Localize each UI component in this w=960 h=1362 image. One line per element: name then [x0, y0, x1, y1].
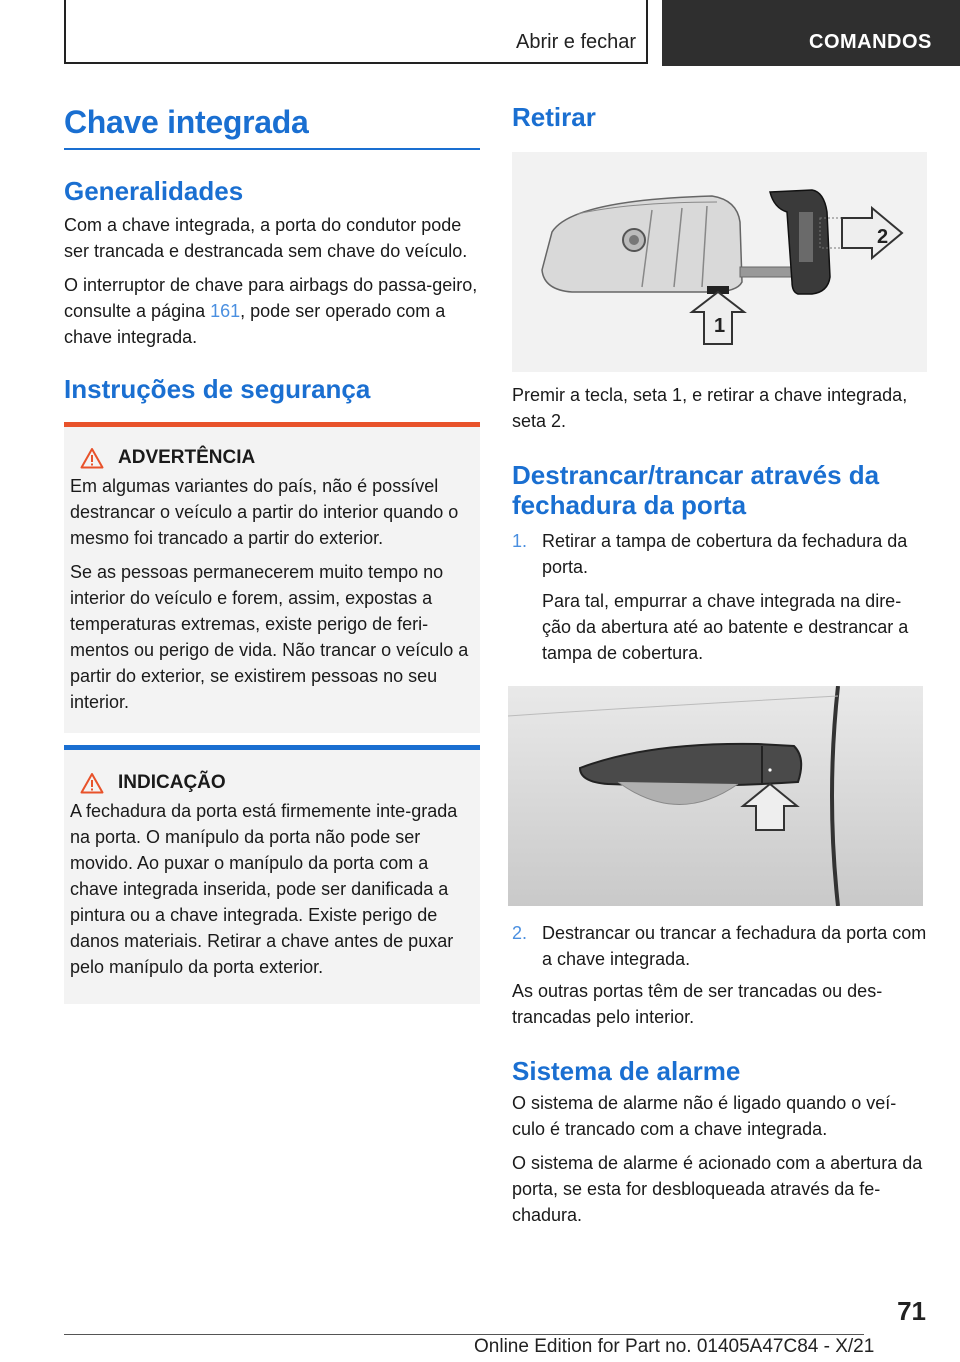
page-title: Chave integrada [64, 104, 309, 140]
lock-steps [512, 528, 927, 666]
lock-note: As outras portas têm de ser trancadas ou des-trancadas pelo interior. [512, 981, 883, 1027]
step-2-number: 2. [512, 923, 528, 943]
lock-steps-continued [512, 920, 927, 972]
alarm-paragraph-2: O sistema de alarme é acionado com a abertura da porta, se esta for desbloqueada através da fe-chadura. [512, 1153, 923, 1225]
general-paragraph-2 [64, 272, 480, 350]
remove-heading: Retirar [512, 102, 596, 132]
arrow-1-label: 1 [714, 315, 726, 337]
edition-label: Online Edition for Part no. 01405A47C84 - X/21 [474, 1336, 875, 1357]
warning-paragraph-1: Em algumas variantes do país, não é possível destrancar o veículo a partir do interior quando o mesmo foi trancado a partir do exterior. [70, 476, 459, 548]
lock-heading: Destrancar/trancar através da fechadura da porta [512, 460, 880, 520]
warning-paragraph-2: Se as pessoas permanecerem muito tempo no interior do veículo e forem, assim, expostas a temperaturas extremas, existe perigo de feri-mentos ou perigo de vida. Não trancar o veículo a partir do exterior, se existirem pessoas no seu interior. [70, 562, 469, 712]
notice-header [80, 772, 474, 794]
right-column [512, 100, 927, 1228]
title-rule [64, 148, 480, 150]
page-link[interactable]: 161 [210, 301, 241, 321]
step-1 [512, 528, 927, 666]
section-label: Abrir e fechar [516, 31, 637, 53]
notice-triangle-icon [80, 772, 104, 794]
step-1-text: Retirar a tampa de cobertura da fechadura da porta. [542, 531, 908, 577]
page-number: 71 [897, 1296, 926, 1326]
warning-box [64, 422, 480, 733]
general-p2-text-a: O interruptor de chave para airbags do passa-geiro, consulte a página [64, 275, 478, 321]
door-handle-figure [508, 686, 923, 906]
step-2 [512, 920, 927, 972]
general-paragraph-1: Com a chave integrada, a porta do condutor pode ser trancada e destrancada sem chave do veículo. [64, 215, 468, 261]
safety-heading: Instruções de segurança [64, 374, 371, 404]
alarm-heading: Sistema de alarme [512, 1056, 741, 1086]
remove-caption: Premir a tecla, seta 1, e retirar a chave integrada, seta 2. [512, 385, 908, 431]
notice-paragraph: A fechadura da porta está firmemente inte-grada na porta. O manípulo da porta não pode ser movido. Ao puxar o manípulo da porta com a chave integrada inserida, pode ser danificada a pintura ou a chave integrada. Existe perigo de danos materiais. Retirar a chave antes de puxar pelo manípulo da porta exterior. [70, 801, 458, 977]
warning-title: ADVERTÊNCIA [118, 447, 256, 468]
alarm-paragraph-1: O sistema de alarme não é ligado quando o veí-culo é trancado com a chave integrada. [512, 1093, 897, 1139]
warning-header [80, 447, 474, 469]
general-heading: Generalidades [64, 176, 244, 206]
step-1-number: 1. [512, 531, 528, 551]
notice-title: INDICAÇÃO [118, 772, 226, 793]
door-handle-illustration-icon [508, 686, 923, 906]
footer-rule [64, 1334, 864, 1335]
chapter-label: COMANDOS [809, 31, 932, 53]
chapter-tab [662, 0, 960, 66]
arrow-2-label: 2 [877, 226, 889, 248]
step-1-detail: Para tal, empurrar a chave integrada na dire-ção da abertura até ao batente e destrancar a tampa de cobertura. [542, 591, 909, 663]
warning-triangle-icon [80, 447, 104, 469]
notice-box [64, 745, 480, 1004]
key-illustration-icon [512, 152, 927, 372]
key-removal-figure [512, 152, 927, 372]
general-p2-text-b: , pode ser operado com a chave integrada. [64, 301, 446, 347]
step-2-text: Destrancar ou trancar a fechadura da porta com a chave integrada. [542, 923, 927, 969]
left-column [64, 100, 480, 1004]
